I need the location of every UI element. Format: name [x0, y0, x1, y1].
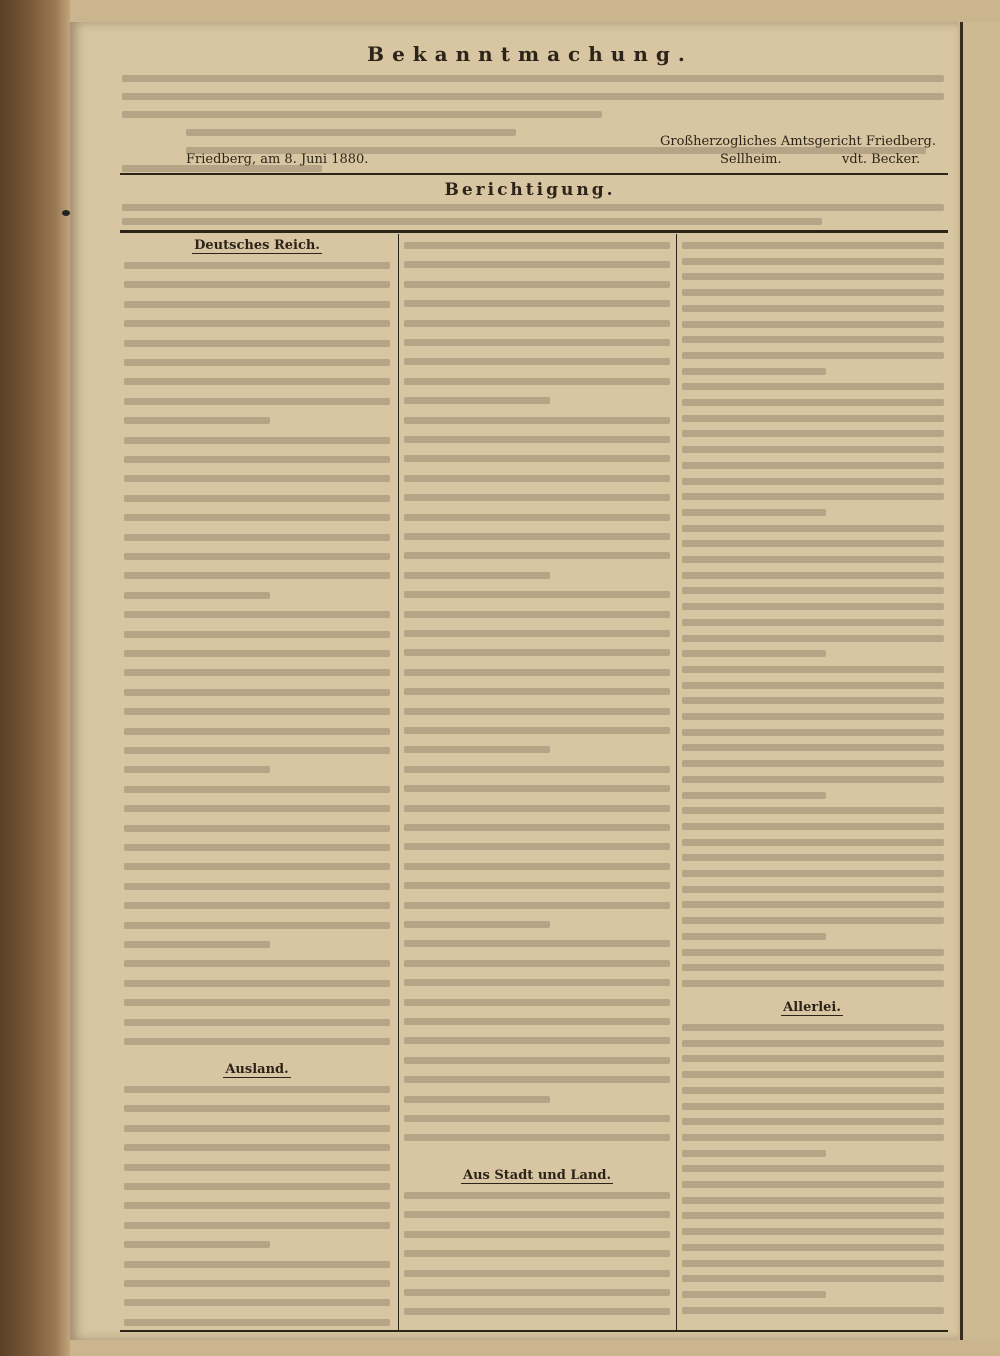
body-text-line — [682, 321, 944, 328]
body-text-line — [124, 728, 390, 735]
body-text-line — [682, 823, 944, 830]
body-text-line — [404, 824, 670, 831]
body-text-line — [124, 572, 390, 579]
body-text-line — [682, 713, 944, 720]
body-text-line — [404, 494, 670, 501]
body-text-line — [682, 729, 944, 736]
body-text-line — [404, 863, 670, 870]
body-text-line — [404, 688, 670, 695]
body-text-line — [124, 475, 390, 482]
body-text-line — [404, 475, 670, 482]
body-text-line — [682, 305, 944, 312]
body-text-line — [404, 358, 670, 365]
body-text-line — [682, 1275, 944, 1282]
body-text-line — [682, 901, 944, 908]
body-text-line — [404, 572, 550, 579]
body-text-line — [124, 1261, 390, 1268]
body-text-line — [124, 708, 390, 715]
binding-mark — [62, 210, 70, 216]
body-text-line — [682, 1118, 944, 1125]
column-rule — [398, 234, 399, 1330]
body-text-line — [404, 514, 670, 521]
body-text-line — [404, 766, 670, 773]
body-text-line — [404, 242, 670, 249]
body-text-line — [404, 397, 550, 404]
body-text-line — [682, 383, 944, 390]
body-text-line — [404, 1308, 670, 1315]
body-text-line — [404, 979, 670, 986]
body-text-line — [124, 650, 390, 657]
body-text-line — [124, 398, 390, 405]
body-text-line — [404, 630, 670, 637]
body-text-line — [124, 359, 390, 366]
body-text-line — [124, 1038, 390, 1045]
body-text-line — [124, 902, 390, 909]
body-text-line — [404, 940, 670, 947]
body-text-line — [124, 1280, 390, 1287]
body-text-line — [124, 301, 390, 308]
body-text-line — [404, 417, 670, 424]
correction-title: Berichtigung. — [444, 180, 616, 200]
body-text-line — [682, 446, 944, 453]
body-text-line — [682, 917, 944, 924]
body-text-line — [124, 611, 390, 618]
body-text-line — [682, 760, 944, 767]
body-text-line — [124, 631, 390, 638]
body-text-line — [682, 242, 944, 249]
body-text-line — [124, 1019, 390, 1026]
body-text-line — [404, 1211, 670, 1218]
body-text-line — [124, 514, 390, 521]
body-text-line — [404, 1037, 670, 1044]
notice-title: Bekanntmachung. — [367, 42, 693, 66]
body-text-line — [404, 1057, 670, 1064]
body-text-line — [124, 1319, 390, 1326]
body-text-line — [682, 697, 944, 704]
body-text-line — [404, 552, 670, 559]
body-text-line — [682, 336, 944, 343]
body-text-line — [124, 495, 390, 502]
body-text-line — [404, 843, 670, 850]
body-text-line — [124, 766, 270, 773]
body-text-line — [124, 1299, 390, 1306]
body-text-line — [682, 603, 944, 610]
body-text-line — [124, 1144, 390, 1151]
body-text-line — [124, 844, 390, 851]
section-heading-ausland: Ausland. — [225, 1062, 289, 1077]
body-text-line — [404, 533, 670, 540]
body-text-line — [124, 320, 390, 327]
body-text-line — [682, 352, 944, 359]
notice-body-line — [122, 93, 944, 100]
body-text-line — [682, 1055, 944, 1062]
body-text-line — [124, 1125, 390, 1132]
body-text-line — [124, 1086, 390, 1093]
body-text-line — [124, 1105, 390, 1112]
body-text-line — [124, 863, 390, 870]
body-text-line — [682, 886, 944, 893]
body-text-line — [404, 591, 670, 598]
body-text-line — [124, 592, 270, 599]
notice-date-line: Friedberg, am 8. Juni 1880. — [186, 152, 369, 167]
correction-line — [122, 218, 822, 225]
body-text-line — [404, 960, 670, 967]
body-text-line — [682, 619, 944, 626]
body-text-line — [682, 1307, 944, 1314]
section-heading-deutsches-reich: Deutsches Reich. — [194, 238, 320, 253]
correction-rule — [120, 230, 948, 233]
body-text-line — [404, 1076, 670, 1083]
body-text-line — [124, 281, 390, 288]
body-text-line — [404, 746, 550, 753]
body-text-line — [682, 525, 944, 532]
body-text-line — [682, 1244, 944, 1251]
body-text-line — [682, 949, 944, 956]
body-text-line — [124, 534, 390, 541]
notice-rule — [120, 173, 948, 175]
notice-body-line — [186, 129, 516, 136]
body-text-line — [124, 747, 390, 754]
body-text-line — [124, 1164, 390, 1171]
body-text-line — [682, 556, 944, 563]
body-text-line — [124, 1202, 390, 1209]
notice-body-line — [122, 111, 602, 118]
notice-signature: Sellheim. — [720, 152, 782, 167]
body-text-line — [682, 1165, 944, 1172]
body-text-line — [682, 1212, 944, 1219]
body-text-line — [682, 462, 944, 469]
body-text-line — [124, 922, 390, 929]
body-text-line — [124, 456, 390, 463]
body-text-line — [404, 436, 670, 443]
notice-signature-right: vdt. Becker. — [842, 152, 921, 167]
body-text-line — [124, 340, 390, 347]
body-text-line — [682, 540, 944, 547]
section-heading-aus-stadt-und-land: Aus Stadt und Land. — [463, 1168, 611, 1183]
body-text-line — [124, 553, 390, 560]
body-text-line — [404, 882, 670, 889]
body-text-line — [404, 1115, 670, 1122]
body-text-line — [682, 1103, 944, 1110]
body-text-line — [124, 1241, 270, 1248]
notice-body-line — [122, 75, 944, 82]
body-text-line — [404, 261, 670, 268]
body-text-line — [682, 1150, 826, 1157]
body-text-line — [124, 1222, 390, 1229]
body-text-line — [124, 262, 390, 269]
body-text-line — [124, 417, 270, 424]
body-text-line — [682, 1291, 826, 1298]
body-text-line — [404, 455, 670, 462]
body-text-line — [682, 415, 944, 422]
body-text-line — [682, 509, 826, 516]
body-text-line — [124, 825, 390, 832]
body-text-line — [404, 921, 550, 928]
body-text-line — [404, 649, 670, 656]
body-text-line — [682, 666, 944, 673]
body-text-line — [682, 1228, 944, 1235]
body-text-line — [682, 399, 944, 406]
body-text-line — [682, 635, 944, 642]
body-text-line — [404, 611, 670, 618]
body-text-line — [682, 368, 826, 375]
body-text-line — [682, 776, 944, 783]
body-text-line — [682, 980, 944, 987]
body-text-line — [682, 587, 944, 594]
body-text-line — [682, 744, 944, 751]
body-text-line — [124, 1183, 390, 1190]
body-text-line — [404, 708, 670, 715]
body-text-line — [682, 964, 944, 971]
body-text-line — [404, 1289, 670, 1296]
body-text-line — [682, 1260, 944, 1267]
body-text-line — [124, 437, 390, 444]
body-text-line — [404, 999, 670, 1006]
body-text-line — [682, 1197, 944, 1204]
body-text-line — [404, 1250, 670, 1257]
body-text-line — [682, 682, 944, 689]
body-text-line — [404, 1134, 670, 1141]
body-text-line — [682, 792, 826, 799]
body-text-line — [404, 339, 670, 346]
bottom-rule — [120, 1330, 948, 1332]
body-text-line — [124, 883, 390, 890]
body-text-line — [404, 320, 670, 327]
body-text-line — [682, 1087, 944, 1094]
body-text-line — [404, 785, 670, 792]
body-text-line — [404, 281, 670, 288]
body-text-line — [124, 786, 390, 793]
body-text-line — [404, 902, 670, 909]
body-text-line — [682, 493, 944, 500]
body-text-line — [124, 941, 270, 948]
body-text-line — [682, 1181, 944, 1188]
body-text-line — [404, 1192, 670, 1199]
body-text-line — [682, 933, 826, 940]
body-text-line — [404, 1018, 670, 1025]
body-text-line — [404, 805, 670, 812]
body-text-line — [124, 669, 390, 676]
body-text-line — [124, 980, 390, 987]
section-heading-allerlei: Allerlei. — [783, 1000, 841, 1015]
body-text-line — [682, 1134, 944, 1141]
body-text-line — [404, 669, 670, 676]
body-text-line — [404, 300, 670, 307]
body-text-line — [682, 839, 944, 846]
body-text-line — [682, 807, 944, 814]
body-text-line — [404, 727, 670, 734]
notice-issuer: Großherzogliches Amtsgericht Friedberg. — [660, 134, 936, 149]
body-text-line — [682, 258, 944, 265]
body-text-line — [404, 378, 670, 385]
body-text-line — [682, 854, 944, 861]
body-text-line — [124, 960, 390, 967]
body-text-line — [682, 650, 826, 657]
body-text-line — [404, 1231, 670, 1238]
body-text-line — [682, 1071, 944, 1078]
body-text-line — [682, 870, 944, 877]
book-binding — [0, 0, 70, 1356]
body-text-line — [124, 999, 390, 1006]
body-text-line — [682, 273, 944, 280]
body-text-line — [682, 572, 944, 579]
body-text-line — [124, 378, 390, 385]
body-text-line — [404, 1096, 550, 1103]
adjacent-page-strip — [960, 22, 1000, 1340]
body-text-line — [404, 1270, 670, 1277]
body-text-line — [682, 289, 944, 296]
body-text-line — [682, 1024, 944, 1031]
body-text-line — [682, 1040, 944, 1047]
body-text-line — [124, 689, 390, 696]
column-rule — [676, 234, 677, 1330]
body-text-line — [682, 478, 944, 485]
body-text-line — [124, 805, 390, 812]
adjacent-page-fragment — [963, 22, 1000, 43]
body-text-line — [682, 430, 944, 437]
correction-line — [122, 204, 944, 211]
